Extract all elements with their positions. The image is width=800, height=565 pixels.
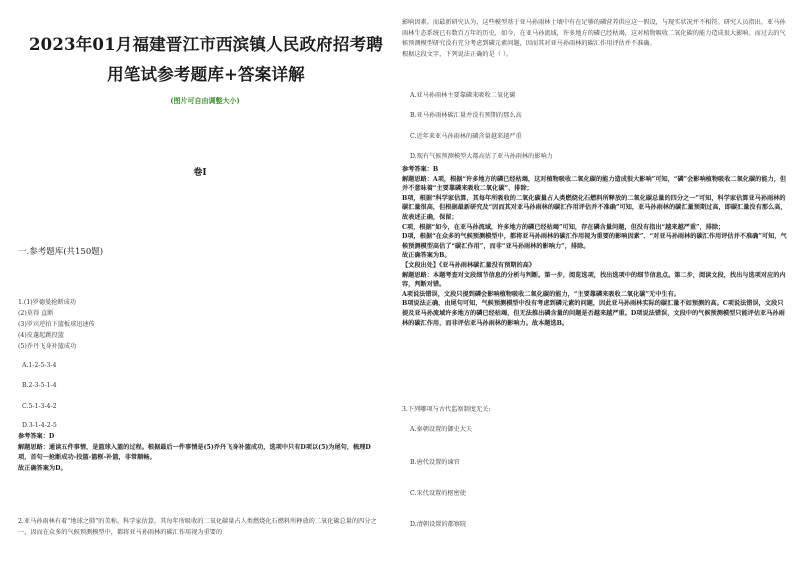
q2-option-d: D.现有气候预测模型大都高估了亚马孙雨林的影响力 [410,153,553,160]
section-heading: 一.参考题库(共150题) [18,247,104,257]
q2-passage-continued [402,18,786,60]
q3-option-c: C.宋代设置的枢密使 [410,490,466,497]
q1-item: (3)罗宾逆拍下篮板球迅速传 [18,321,95,328]
q2-answer-line: C项，根据“如今，在亚马孙流域，许多地方的磷已经枯竭”可知，存在磷含量问题，但没有指出“越来越严重”，排除； [402,223,725,231]
q2-prompt: 根据这段文字，下列说法正确的是（ ）。 [402,50,513,58]
q1-answer-line: 参考答案：D [18,433,55,440]
question-2-text: 2.亚马孙雨林有着“地球之肺”的美称。科学家估算，其每年所吸收的二氧化碳量占人类燃烧化石燃料所释放的二氧化碳总量的四分之一，因而在众多的气候预测模型中，都将亚马孙雨林的碳汇作用视为重要的 [18,518,377,536]
q1-item: (5)乔丹飞身补篮成功 [18,343,77,350]
q2-answer-line: B项，根据“科学家估算，其每年所吸收的二氧化碳量占人类燃烧化石燃料所释放的二氧化碳总量的四分之一”可知，科学家估算亚马孙雨林的碳汇量很高，但根据最新研究及“因而其对亚马孙雨林的碳汇作用评估并不准确”可知，亚马孙雨林的碳汇量预期过高，即碳汇量没有那么高，故表述正确，保留； [402,194,787,221]
question-1 [18,297,368,352]
q1-option-d: D.3-1-4-2-5 [22,422,57,429]
q1-answer-line: 解题思路：通读五件事情，是篮球入篮的过程。根据最后一件事情是(5)乔丹飞身补篮成功，选项中只有D项以(5)为尾句，梳理D项，首句一抢断成功-投篮-篮框-补篮，非常顺畅。 [18,443,371,461]
image-note: (图片可自由调整大小) [170,96,240,105]
q1-answer [18,432,383,474]
q2-answer-line: D项，根据“在众多的气候预测模型中，都将亚马孙雨林的碳汇作用视为重要的影响因素”、“对亚马孙雨林的碳汇作用评估并不准确”可知，气候预测模型高估了“碳汇作用”，而非“亚马孙雨林的影响力”，排除。 [402,233,787,250]
q2-answer-line: B项说法正确，由尾句可知，气候预测模型中没有考虑到磷元素的问题，因此亚马孙雨林实际的碳汇量不如预测的高。C项说法错误，文段只提及亚马孙流域许多地方的磷已经枯竭，但无法推出磷含量的问题是否越来越严重。D项说法错误，文段中的气候预测模型只能评估亚马孙雨林的碳汇作用，而非评估亚马孙雨林的影响力。故本题选B。 [402,300,785,327]
q1-option-c: C.5-1-3-4-2 [22,403,57,410]
q3-option-a: A.秦朝设置的御史大夫 [410,426,473,433]
q1-option-a: A.1-2-5-3-4 [22,362,57,369]
q1-item: (4)皮蓬起跳投篮 [18,332,64,339]
q1-item: (2)莫得 直断 [18,310,54,317]
q2-answer-line: 故正确答案为B。 [402,252,451,260]
q2-answer-line: 解题思路：A项，根据“许多地方的磷已经枯竭，这对植物吸收二氧化碳的能力造成很大影响”可知，“磷”会影响植物吸收二氧化碳的能力，但并不意味着“主要靠磷来吸收二氧化碳”，排除； [402,175,787,193]
q2-passage: 影响因素。而最新研究认为，这些模型基于亚马孙雨林土壤中有在足够的磷营养供应这一假设，与现实状况并不相符。研究人员指出，亚马孙雨林生态系统已有数百万年的历史，如今，在亚马孙流域，许多地方的磷已经枯竭，这对植物吸收二氧化碳的能力造成很大影响。而过去的气候预测模型研究没有充分考虑到磷元素问题，因而其对亚马孙雨林的碳汇作用评估并不准确。 [402,19,786,47]
question-3-text: 3.下列哪项与古代监察制度无关: [402,406,491,413]
q2-answer-line: 【文段出处】《亚马孙雨林碳汇量没有预期的高》 [402,261,536,269]
page-title: 2023年01月福建晋江市西滨镇人民政府招考聘用笔试参考题库+答案详解 [29,35,383,84]
q1-answer-line: 故正确答案为D。 [18,464,67,472]
q2-answer [402,165,788,328]
q1-option-b: B.2-3-5-1-4 [22,382,57,389]
q1-item: 1.(1)罗德曼抢断成功 [18,299,76,306]
q2-option-a: A.亚马孙雨林主要靠磷来吸收二氧化碳 [410,92,516,99]
q2-option-c: C.近年来亚马孙雨林的磷含量越来越严重 [410,133,522,140]
q3-option-d: D.清朝设置的都察院 [410,521,467,528]
q3-option-b: B.唐代设置的谏官 [410,459,460,466]
q2-option-b: B.亚马孙雨林碳汇量并没有预期的那么高 [410,112,522,119]
q2-answer-line: 解题思路：本题考查对文段细节信息的分析与判断。第一步，阅览选项，找出选项中的细节信息点。第二步，阅读文段，找出与选项对应的内容，判断对错。 [402,271,786,289]
q2-answer-line: A项说法错误，文段只提到磷会影响植物吸收二氧化碳的能力，“主要靠磷来吸收二氧化碳”无中生有。 [402,290,680,298]
q2-answer-line: 参考答案：B [402,166,439,173]
volume-label: 卷I [193,168,207,178]
